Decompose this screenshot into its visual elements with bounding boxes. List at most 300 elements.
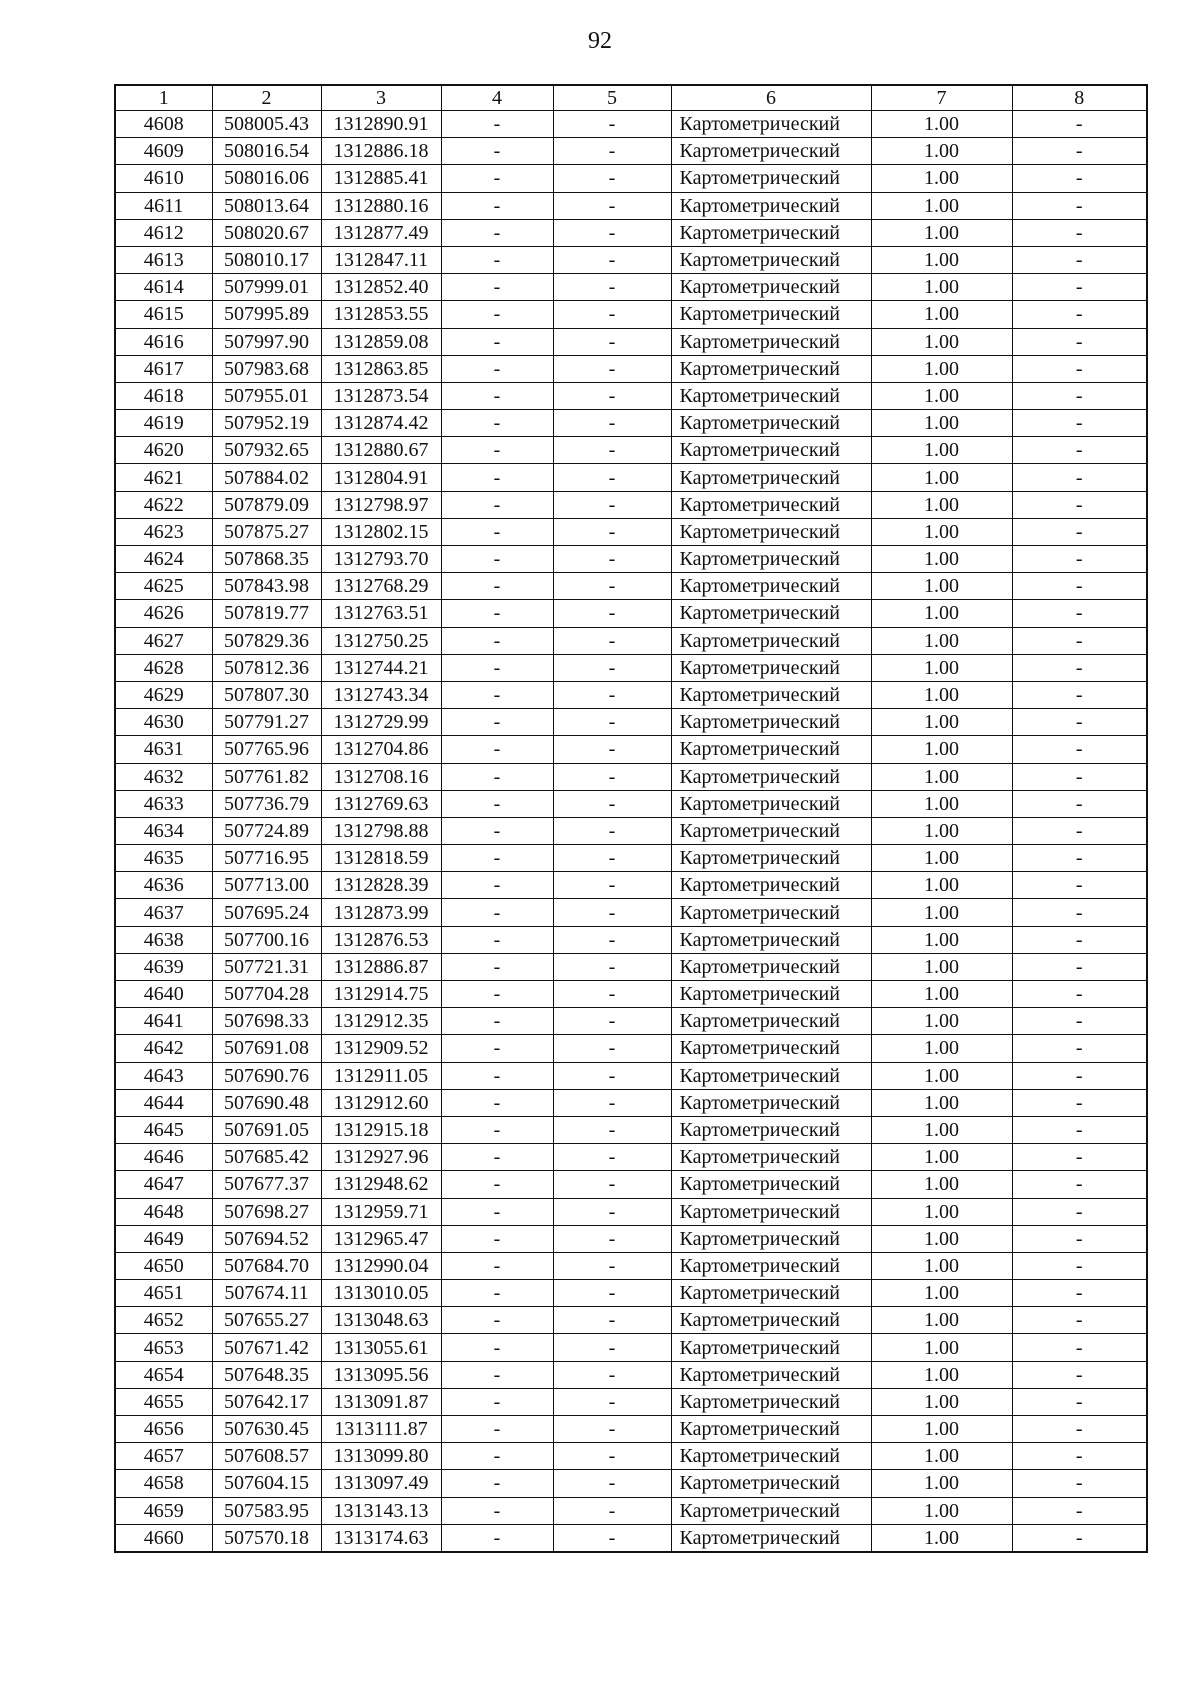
x-coordinate-cell: 507716.95 [212, 845, 321, 872]
x-coordinate-cell: 507843.98 [212, 573, 321, 600]
x-coordinate-cell: 507648.35 [212, 1361, 321, 1388]
table-row [115, 1470, 1147, 1497]
x-coordinate-cell: 507691.08 [212, 1035, 321, 1062]
point-number-cell: 4650 [115, 1252, 212, 1279]
y-coordinate-cell: 1312763.51 [321, 600, 441, 627]
col4-cell: - [441, 1388, 553, 1415]
method-cell: Картометрический [671, 1280, 871, 1307]
accuracy-cell: 1.00 [871, 1416, 1012, 1443]
y-coordinate-cell: 1312990.04 [321, 1252, 441, 1279]
accuracy-cell: 1.00 [871, 953, 1012, 980]
point-number-cell: 4618 [115, 382, 212, 409]
col4-cell: - [441, 410, 553, 437]
col4-cell: - [441, 328, 553, 355]
col5-cell: - [553, 627, 671, 654]
y-coordinate-cell: 1312744.21 [321, 654, 441, 681]
col5-cell: - [553, 301, 671, 328]
table-row [115, 790, 1147, 817]
method-cell: Картометрический [671, 790, 871, 817]
point-number-cell: 4613 [115, 246, 212, 273]
table-row [115, 437, 1147, 464]
x-coordinate-cell: 508016.54 [212, 138, 321, 165]
col8-cell: - [1012, 926, 1147, 953]
x-coordinate-cell: 507932.65 [212, 437, 321, 464]
table-row [115, 1280, 1147, 1307]
col4-cell: - [441, 1089, 553, 1116]
col4-cell: - [441, 1307, 553, 1334]
col4-cell: - [441, 1470, 553, 1497]
y-coordinate-cell: 1313143.13 [321, 1497, 441, 1524]
table-row [115, 382, 1147, 409]
col4-cell: - [441, 1334, 553, 1361]
method-cell: Картометрический [671, 817, 871, 844]
accuracy-cell: 1.00 [871, 1307, 1012, 1334]
point-number-cell: 4640 [115, 981, 212, 1008]
accuracy-cell: 1.00 [871, 817, 1012, 844]
method-cell: Картометрический [671, 1144, 871, 1171]
table-row [115, 410, 1147, 437]
col8-cell: - [1012, 763, 1147, 790]
accuracy-cell: 1.00 [871, 1443, 1012, 1470]
y-coordinate-cell: 1312876.53 [321, 926, 441, 953]
col5-cell: - [553, 1252, 671, 1279]
col8-cell: - [1012, 654, 1147, 681]
method-cell: Картометрический [671, 464, 871, 491]
col4-cell: - [441, 1524, 553, 1552]
col8-cell: - [1012, 219, 1147, 246]
method-cell: Картометрический [671, 1198, 871, 1225]
col5-cell: - [553, 491, 671, 518]
col4-cell: - [441, 953, 553, 980]
x-coordinate-cell: 508020.67 [212, 219, 321, 246]
col8-cell: - [1012, 600, 1147, 627]
y-coordinate-cell: 1313048.63 [321, 1307, 441, 1334]
col8-cell: - [1012, 165, 1147, 192]
accuracy-cell: 1.00 [871, 1280, 1012, 1307]
table-row [115, 654, 1147, 681]
accuracy-cell: 1.00 [871, 763, 1012, 790]
method-cell: Картометрический [671, 1008, 871, 1035]
table-row [115, 872, 1147, 899]
col5-cell: - [553, 845, 671, 872]
col8-cell: - [1012, 1198, 1147, 1225]
accuracy-cell: 1.00 [871, 464, 1012, 491]
table-row [115, 491, 1147, 518]
col4-cell: - [441, 192, 553, 219]
y-coordinate-cell: 1312890.91 [321, 111, 441, 138]
point-number-cell: 4656 [115, 1416, 212, 1443]
table-header-row [115, 85, 1147, 111]
col5-cell: - [553, 274, 671, 301]
col5-cell: - [553, 1198, 671, 1225]
table-row [115, 1361, 1147, 1388]
method-cell: Картометрический [671, 627, 871, 654]
table-row [115, 301, 1147, 328]
accuracy-cell: 1.00 [871, 1035, 1012, 1062]
col4-cell: - [441, 627, 553, 654]
accuracy-cell: 1.00 [871, 1198, 1012, 1225]
point-number-cell: 4632 [115, 763, 212, 790]
col5-cell: - [553, 246, 671, 273]
col5-cell: - [553, 709, 671, 736]
x-coordinate-cell: 508013.64 [212, 192, 321, 219]
y-coordinate-cell: 1312708.16 [321, 763, 441, 790]
point-number-cell: 4642 [115, 1035, 212, 1062]
x-coordinate-cell: 507819.77 [212, 600, 321, 627]
accuracy-cell: 1.00 [871, 790, 1012, 817]
x-coordinate-cell: 507695.24 [212, 899, 321, 926]
table-row [115, 1388, 1147, 1415]
y-coordinate-cell: 1312847.11 [321, 246, 441, 273]
col5-cell: - [553, 382, 671, 409]
method-cell: Картометрический [671, 165, 871, 192]
coordinates-table [114, 84, 1148, 1553]
y-coordinate-cell: 1313055.61 [321, 1334, 441, 1361]
point-number-cell: 4628 [115, 654, 212, 681]
method-cell: Картометрический [671, 138, 871, 165]
x-coordinate-cell: 507868.35 [212, 546, 321, 573]
col4-cell: - [441, 518, 553, 545]
col5-cell: - [553, 926, 671, 953]
col8-cell: - [1012, 1008, 1147, 1035]
method-cell: Картометрический [671, 1116, 871, 1143]
method-cell: Картометрический [671, 546, 871, 573]
table-row [115, 328, 1147, 355]
point-number-cell: 4620 [115, 437, 212, 464]
col8-cell: - [1012, 246, 1147, 273]
x-coordinate-cell: 507955.01 [212, 382, 321, 409]
col5-cell: - [553, 1470, 671, 1497]
accuracy-cell: 1.00 [871, 736, 1012, 763]
y-coordinate-cell: 1312793.70 [321, 546, 441, 573]
method-cell: Картометрический [671, 437, 871, 464]
accuracy-cell: 1.00 [871, 1524, 1012, 1552]
col5-cell: - [553, 763, 671, 790]
col4-cell: - [441, 899, 553, 926]
point-number-cell: 4660 [115, 1524, 212, 1552]
accuracy-cell: 1.00 [871, 1089, 1012, 1116]
col4-cell: - [441, 219, 553, 246]
point-number-cell: 4644 [115, 1089, 212, 1116]
method-cell: Картометрический [671, 355, 871, 382]
method-cell: Картометрический [671, 654, 871, 681]
x-coordinate-cell: 507690.48 [212, 1089, 321, 1116]
table-row [115, 845, 1147, 872]
method-cell: Картометрический [671, 1388, 871, 1415]
x-coordinate-cell: 507724.89 [212, 817, 321, 844]
col5-cell: - [553, 1416, 671, 1443]
point-number-cell: 4631 [115, 736, 212, 763]
y-coordinate-cell: 1312802.15 [321, 518, 441, 545]
accuracy-cell: 1.00 [871, 1334, 1012, 1361]
point-number-cell: 4624 [115, 546, 212, 573]
col5-cell: - [553, 790, 671, 817]
x-coordinate-cell: 507721.31 [212, 953, 321, 980]
y-coordinate-cell: 1312927.96 [321, 1144, 441, 1171]
x-coordinate-cell: 507671.42 [212, 1334, 321, 1361]
col4-cell: - [441, 763, 553, 790]
col8-cell: - [1012, 518, 1147, 545]
col4-cell: - [441, 790, 553, 817]
x-coordinate-cell: 507655.27 [212, 1307, 321, 1334]
col8-cell: - [1012, 817, 1147, 844]
col8-cell: - [1012, 546, 1147, 573]
col4-cell: - [441, 981, 553, 1008]
col8-cell: - [1012, 464, 1147, 491]
y-coordinate-cell: 1312729.99 [321, 709, 441, 736]
column-header: 8 [1012, 85, 1147, 111]
y-coordinate-cell: 1312914.75 [321, 981, 441, 1008]
method-cell: Картометрический [671, 736, 871, 763]
col5-cell: - [553, 464, 671, 491]
table-row [115, 736, 1147, 763]
y-coordinate-cell: 1312885.41 [321, 165, 441, 192]
col8-cell: - [1012, 1252, 1147, 1279]
col8-cell: - [1012, 1225, 1147, 1252]
point-number-cell: 4646 [115, 1144, 212, 1171]
col4-cell: - [441, 165, 553, 192]
y-coordinate-cell: 1312915.18 [321, 1116, 441, 1143]
col4-cell: - [441, 926, 553, 953]
col5-cell: - [553, 953, 671, 980]
point-number-cell: 4647 [115, 1171, 212, 1198]
point-number-cell: 4645 [115, 1116, 212, 1143]
y-coordinate-cell: 1313099.80 [321, 1443, 441, 1470]
method-cell: Картометрический [671, 953, 871, 980]
method-cell: Картометрический [671, 845, 871, 872]
point-number-cell: 4648 [115, 1198, 212, 1225]
point-number-cell: 4638 [115, 926, 212, 953]
col4-cell: - [441, 1416, 553, 1443]
page-number: 92 [588, 28, 612, 54]
point-number-cell: 4630 [115, 709, 212, 736]
y-coordinate-cell: 1312965.47 [321, 1225, 441, 1252]
y-coordinate-cell: 1312743.34 [321, 681, 441, 708]
y-coordinate-cell: 1312886.87 [321, 953, 441, 980]
x-coordinate-cell: 507704.28 [212, 981, 321, 1008]
accuracy-cell: 1.00 [871, 1361, 1012, 1388]
table-row [115, 573, 1147, 600]
table-row [115, 1416, 1147, 1443]
col4-cell: - [441, 1035, 553, 1062]
y-coordinate-cell: 1312886.18 [321, 138, 441, 165]
method-cell: Картометрический [671, 1089, 871, 1116]
table-row [115, 926, 1147, 953]
method-cell: Картометрический [671, 1035, 871, 1062]
col5-cell: - [553, 546, 671, 573]
col4-cell: - [441, 654, 553, 681]
method-cell: Картометрический [671, 491, 871, 518]
method-cell: Картометрический [671, 1171, 871, 1198]
col4-cell: - [441, 1252, 553, 1279]
table-row [115, 111, 1147, 138]
point-number-cell: 4608 [115, 111, 212, 138]
column-header: 5 [553, 85, 671, 111]
x-coordinate-cell: 507713.00 [212, 872, 321, 899]
accuracy-cell: 1.00 [871, 410, 1012, 437]
col4-cell: - [441, 382, 553, 409]
col8-cell: - [1012, 1334, 1147, 1361]
accuracy-cell: 1.00 [871, 192, 1012, 219]
x-coordinate-cell: 507685.42 [212, 1144, 321, 1171]
y-coordinate-cell: 1312704.86 [321, 736, 441, 763]
table-row [115, 274, 1147, 301]
col4-cell: - [441, 573, 553, 600]
point-number-cell: 4623 [115, 518, 212, 545]
table-row [115, 1307, 1147, 1334]
point-number-cell: 4653 [115, 1334, 212, 1361]
x-coordinate-cell: 507983.68 [212, 355, 321, 382]
point-number-cell: 4651 [115, 1280, 212, 1307]
x-coordinate-cell: 507674.11 [212, 1280, 321, 1307]
col5-cell: - [553, 165, 671, 192]
method-cell: Картометрический [671, 1443, 871, 1470]
col5-cell: - [553, 192, 671, 219]
y-coordinate-cell: 1313097.49 [321, 1470, 441, 1497]
table-row [115, 1144, 1147, 1171]
col4-cell: - [441, 1008, 553, 1035]
col4-cell: - [441, 1280, 553, 1307]
x-coordinate-cell: 507875.27 [212, 518, 321, 545]
method-cell: Картометрический [671, 926, 871, 953]
point-number-cell: 4652 [115, 1307, 212, 1334]
method-cell: Картометрический [671, 981, 871, 1008]
accuracy-cell: 1.00 [871, 437, 1012, 464]
point-number-cell: 4610 [115, 165, 212, 192]
y-coordinate-cell: 1312948.62 [321, 1171, 441, 1198]
table-row [115, 192, 1147, 219]
accuracy-cell: 1.00 [871, 654, 1012, 681]
col8-cell: - [1012, 1388, 1147, 1415]
col8-cell: - [1012, 1280, 1147, 1307]
col4-cell: - [441, 301, 553, 328]
point-number-cell: 4625 [115, 573, 212, 600]
y-coordinate-cell: 1312873.54 [321, 382, 441, 409]
method-cell: Картометрический [671, 382, 871, 409]
point-number-cell: 4612 [115, 219, 212, 246]
col5-cell: - [553, 1008, 671, 1035]
col5-cell: - [553, 355, 671, 382]
col4-cell: - [441, 1443, 553, 1470]
method-cell: Картометрический [671, 1225, 871, 1252]
col8-cell: - [1012, 382, 1147, 409]
accuracy-cell: 1.00 [871, 1225, 1012, 1252]
col5-cell: - [553, 1144, 671, 1171]
table-row [115, 981, 1147, 1008]
col8-cell: - [1012, 274, 1147, 301]
accuracy-cell: 1.00 [871, 246, 1012, 273]
col5-cell: - [553, 681, 671, 708]
method-cell: Картометрический [671, 301, 871, 328]
y-coordinate-cell: 1313010.05 [321, 1280, 441, 1307]
col8-cell: - [1012, 872, 1147, 899]
col5-cell: - [553, 1280, 671, 1307]
y-coordinate-cell: 1312798.88 [321, 817, 441, 844]
point-number-cell: 4634 [115, 817, 212, 844]
col8-cell: - [1012, 1035, 1147, 1062]
x-coordinate-cell: 507879.09 [212, 491, 321, 518]
y-coordinate-cell: 1312880.16 [321, 192, 441, 219]
col8-cell: - [1012, 328, 1147, 355]
col8-cell: - [1012, 981, 1147, 1008]
accuracy-cell: 1.00 [871, 981, 1012, 1008]
method-cell: Картометрический [671, 219, 871, 246]
col8-cell: - [1012, 899, 1147, 926]
col4-cell: - [441, 1144, 553, 1171]
y-coordinate-cell: 1312911.05 [321, 1062, 441, 1089]
method-cell: Картометрический [671, 1062, 871, 1089]
x-coordinate-cell: 507952.19 [212, 410, 321, 437]
table-row [115, 464, 1147, 491]
table-row [115, 1035, 1147, 1062]
col8-cell: - [1012, 1443, 1147, 1470]
point-number-cell: 4655 [115, 1388, 212, 1415]
col4-cell: - [441, 1171, 553, 1198]
col5-cell: - [553, 1497, 671, 1524]
point-number-cell: 4629 [115, 681, 212, 708]
table-row [115, 953, 1147, 980]
col4-cell: - [441, 600, 553, 627]
col5-cell: - [553, 1524, 671, 1552]
accuracy-cell: 1.00 [871, 926, 1012, 953]
method-cell: Картометрический [671, 1470, 871, 1497]
accuracy-cell: 1.00 [871, 845, 1012, 872]
x-coordinate-cell: 507736.79 [212, 790, 321, 817]
accuracy-cell: 1.00 [871, 709, 1012, 736]
method-cell: Картометрический [671, 518, 871, 545]
col4-cell: - [441, 111, 553, 138]
col5-cell: - [553, 1062, 671, 1089]
accuracy-cell: 1.00 [871, 1116, 1012, 1143]
table-row [115, 1497, 1147, 1524]
col4-cell: - [441, 437, 553, 464]
col8-cell: - [1012, 437, 1147, 464]
y-coordinate-cell: 1312912.35 [321, 1008, 441, 1035]
col4-cell: - [441, 681, 553, 708]
col5-cell: - [553, 736, 671, 763]
y-coordinate-cell: 1312909.52 [321, 1035, 441, 1062]
col5-cell: - [553, 899, 671, 926]
accuracy-cell: 1.00 [871, 328, 1012, 355]
table-row [115, 1171, 1147, 1198]
x-coordinate-cell: 507604.15 [212, 1470, 321, 1497]
x-coordinate-cell: 507791.27 [212, 709, 321, 736]
col5-cell: - [553, 600, 671, 627]
point-number-cell: 4636 [115, 872, 212, 899]
accuracy-cell: 1.00 [871, 138, 1012, 165]
x-coordinate-cell: 507765.96 [212, 736, 321, 763]
table-row [115, 1116, 1147, 1143]
col8-cell: - [1012, 1497, 1147, 1524]
col4-cell: - [441, 1116, 553, 1143]
accuracy-cell: 1.00 [871, 382, 1012, 409]
col5-cell: - [553, 981, 671, 1008]
col8-cell: - [1012, 1307, 1147, 1334]
accuracy-cell: 1.00 [871, 219, 1012, 246]
col4-cell: - [441, 546, 553, 573]
col5-cell: - [553, 872, 671, 899]
col4-cell: - [441, 845, 553, 872]
table-row [115, 627, 1147, 654]
col5-cell: - [553, 1361, 671, 1388]
point-number-cell: 4627 [115, 627, 212, 654]
table-row [115, 1443, 1147, 1470]
x-coordinate-cell: 507829.36 [212, 627, 321, 654]
col8-cell: - [1012, 192, 1147, 219]
col5-cell: - [553, 1334, 671, 1361]
accuracy-cell: 1.00 [871, 111, 1012, 138]
col4-cell: - [441, 872, 553, 899]
